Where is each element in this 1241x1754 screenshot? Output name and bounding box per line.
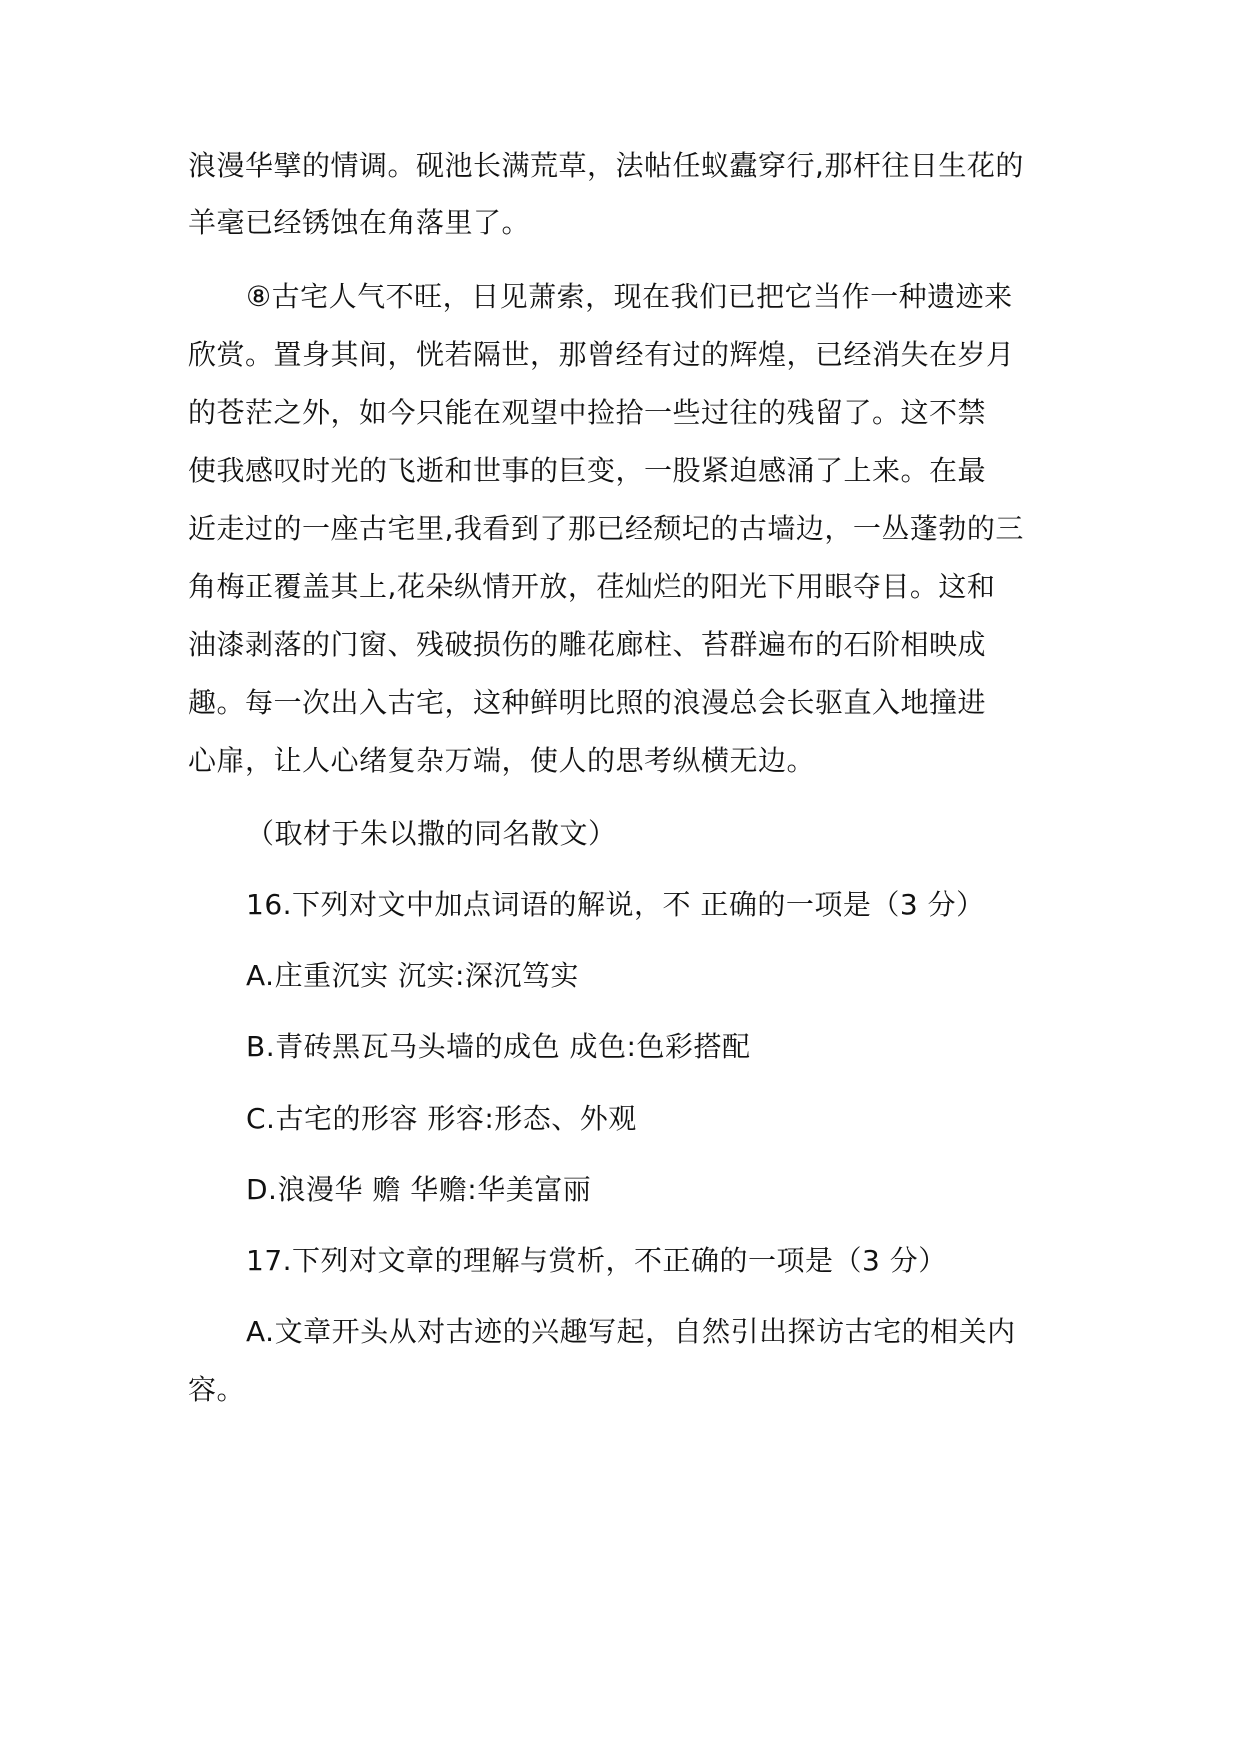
paragraph-8-line-9: 心扉，让人心绪复杂万端，使人的思考纵横无边。 [188,744,816,777]
paragraph-8-line-3: 的苍茫之外，如今只能在观望中捡拾一些过往的残留了。这不禁 [188,396,987,429]
question-16-option-a: A.庄重沉实 沉实:深沉笃实 [246,959,579,992]
question-16-stem: 16.下列对文中加点词语的解说，不 正确的一项是（3 分） [246,888,985,921]
paragraph-7-line-1: 浪漫华擘的情调。砚池长满荒草，法帖任蚁蠹穿行,那杆往日生花的 [188,149,1024,182]
paragraph-8-line-6: 角梅正覆盖其上,花朵纵情开放，荏灿烂的阳光下用眼夺目。这和 [188,570,996,603]
question-17-option-a-line-1: A.文章开头从对古迹的兴趣写起，自然引出探访古宅的相关内 [246,1315,1016,1348]
question-17-stem: 17.下列对文章的理解与赏析，不正确的一项是（3 分） [246,1244,947,1277]
paragraph-8-line-4: 使我感叹时光的飞逝和世事的巨变，一股紧迫感涌了上来。在最 [188,454,987,487]
question-16-option-b: B.青砖黑瓦马头墙的成色 成色:色彩搭配 [246,1030,751,1063]
paragraph-7-line-2: 羊毫已经锈蚀在角落里了。 [188,206,531,239]
source-note: （取材于朱以撒的同名散文） [246,817,617,850]
question-16-option-d: D.浪漫华 赡 华赡:华美富丽 [246,1173,592,1206]
question-16-option-c: C.古宅的形容 形容:形态、外观 [246,1102,637,1135]
question-17-option-a-line-2: 容。 [188,1373,246,1406]
paragraph-8-line-1: ⑧古宅人气不旺，日见萧索，现在我们已把它当作一种遗迹来 [246,280,1013,313]
paragraph-8-line-5: 近走过的一座古宅里,我看到了那已经颓圮的古墙边，一丛蓬勃的三 [188,512,1024,545]
paragraph-8-line-7: 油漆剥落的门窗、残破损伤的雕花廊柱、苔群遍布的石阶相映成 [188,628,987,661]
paragraph-8-line-8: 趣。每一次出入古宅，这种鲜明比照的浪漫总会长驱直入地撞进 [188,686,987,719]
paragraph-8-line-2: 欣赏。置身其间，恍若隔世，那曾经有过的辉煌，已经消失在岁月 [188,338,1015,371]
